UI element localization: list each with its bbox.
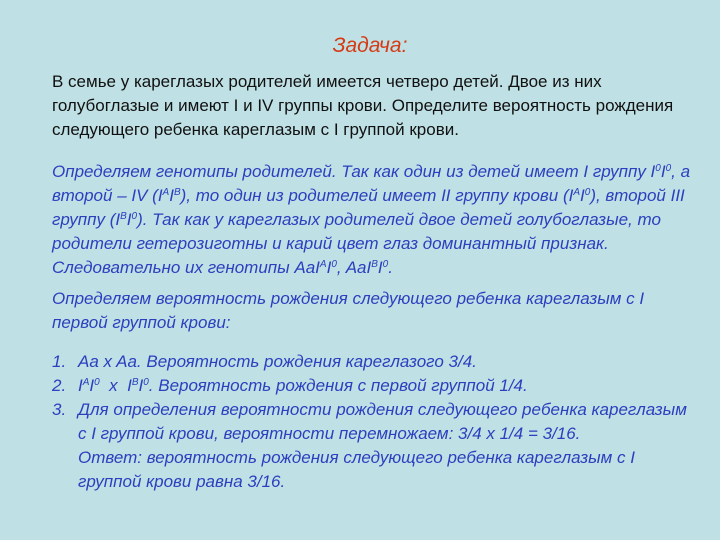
step-text: Для определения вероятности рождения следующего ребенка кареглазым с I группой крови, вероятности перемножаем: 3/4 x 1/4 = 3/16. (78, 400, 687, 443)
allele-superscript: 0 (331, 259, 337, 270)
allele-superscript: A (162, 187, 170, 198)
step-text: Aa x Aa. Вероятность рождения кареглазого 3/4. (78, 352, 477, 371)
step-text: . Вероятность рождения с первой группой 1/4. (148, 376, 528, 395)
step-text: I (78, 376, 83, 395)
allele-superscript: 0 (94, 377, 100, 388)
allele-superscript: 0 (665, 163, 672, 174)
solution-text: ), то один из родителей имеет II группу крови (I (180, 186, 574, 205)
solution-text: I (660, 162, 666, 181)
list-number: 3. (52, 400, 67, 419)
solution-text: I (580, 186, 585, 205)
problem-text: В семье у кареглазых родителей имеется четверо детей. Двое из них голубоглазые и имеют I и IV группы крови. Определите вероятность рождения следующего ребенка кареглазым с I группой крови. (52, 72, 674, 139)
solution-text: I (326, 258, 332, 277)
solution-text: ). Так как у кареглазых родителей двое детей голубоглазые, то родители гетерозиготны и карий цвет глаз доминантный признак. Следовательно их генотипы AaI (52, 210, 661, 277)
allele-superscript: 0 (584, 187, 591, 198)
allele-superscript: 0 (131, 211, 138, 222)
allele-superscript: 0 (655, 163, 661, 174)
step-text: I (89, 376, 95, 395)
allele-superscript: B (371, 259, 378, 270)
solution-steps-list (52, 350, 692, 494)
allele-superscript: B (120, 211, 127, 222)
allele-superscript: 0 (382, 259, 389, 270)
solution-text: I (126, 210, 132, 229)
solution-text: Определяем генотипы родителей. Так как один из детей имеет I группу I (52, 162, 656, 181)
solution-text: , а второй – IV (I (52, 162, 691, 205)
answer-text: Ответ: вероятность рождения следующего ребенка кареглазым с I группой крови равна 3/16. (78, 448, 635, 491)
list-number: 2. (52, 376, 67, 395)
slide-title: Задача: (332, 34, 408, 57)
solution-text: I (169, 186, 174, 205)
list-item (52, 350, 692, 374)
allele-superscript: B (131, 377, 139, 388)
solution-text: . (388, 258, 393, 277)
list-number: 1. (52, 352, 67, 371)
solution-text: ), второй III группу (I (52, 186, 685, 229)
list-item (52, 398, 692, 494)
solution-text: I (377, 258, 383, 277)
allele-superscript: B (173, 187, 181, 198)
solution-paragraph (52, 160, 702, 280)
allele-superscript: A (573, 187, 581, 198)
step-text: I (138, 376, 144, 395)
solution-text: , AaI (336, 258, 372, 277)
probability-intro: Определяем вероятность рождения следующего ребенка кареглазым с I первой группой крови: (52, 289, 645, 332)
step-text: x I (99, 376, 132, 395)
allele-superscript: A (319, 259, 327, 270)
allele-superscript: A (82, 377, 90, 388)
list-item (52, 374, 692, 398)
allele-superscript: 0 (143, 377, 149, 388)
